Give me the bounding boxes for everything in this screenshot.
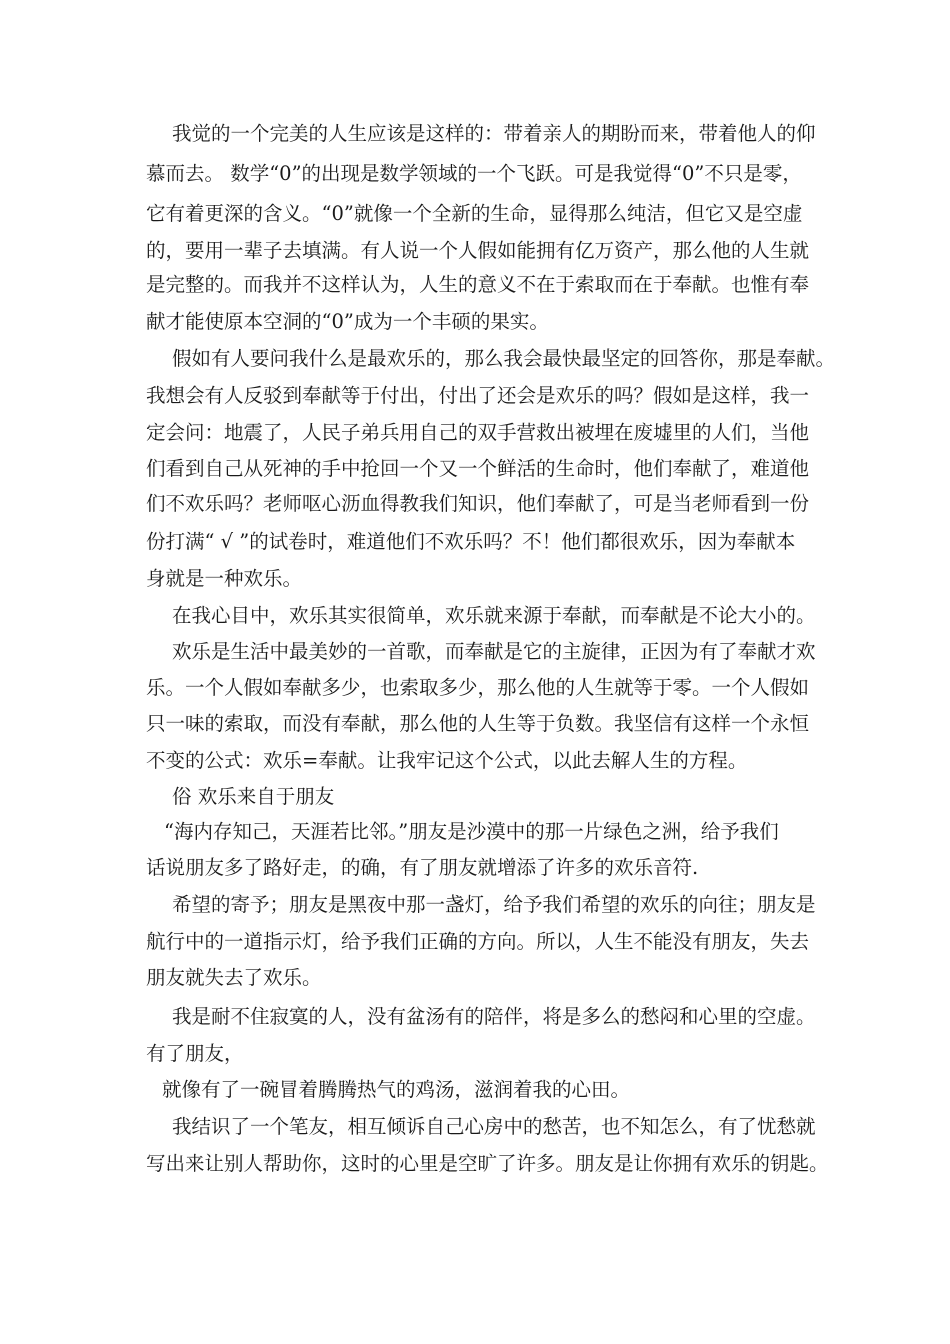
text-line: 的，要用一辈子去填满。有人说一个人假如能拥有亿万资产，那么他的人生就	[146, 239, 810, 262]
text-line: 份打满“ √ ”的试卷时，难道他们不欢乐吗？不！他们都很欢乐，因为奉献本	[146, 530, 796, 553]
text-line: 欢乐是生活中最美妙的一首歌，而奉献是它的主旋律，正因为有了奉献才欢	[172, 640, 816, 663]
text-line: 在我心目中，欢乐其实很简单，欢乐就来源于奉献，而奉献是不论大小的。	[172, 604, 816, 627]
text-line: 身就是一种欢乐。	[146, 567, 303, 590]
text-line: 话说朋友多了路好走，的确，有了朋友就增添了许多的欢乐音符.	[146, 856, 699, 879]
text-line: 们看到自己从死神的手中抢回一个又一个鲜活的生命时，他们奉献了，难道他	[146, 457, 810, 480]
text-line: 我想会有人反驳到奉献等于付出，付出了还会是欢乐的吗？假如是这样，我一	[146, 384, 810, 407]
text-line: 不变的公式：欢乐=奉献。让我牢记这个公式，以此去解人生的方程。	[146, 749, 748, 772]
section-heading: 俗 欢乐来自于朋友	[172, 785, 335, 808]
text-line: “海内存知己，天涯若比邻。”朋友是沙漠中的那一片绿色之洲，给予我们	[164, 820, 779, 843]
text-line: 航行中的一道指示灯，给予我们正确的方向。所以，人生不能没有朋友，失去	[146, 930, 810, 953]
text-line: 乐。一个人假如奉献多少，也索取多少，那么他的人生就等于零。一个人假如	[146, 676, 810, 699]
text-line: 我是耐不住寂寞的人，没有盆汤有的陪伴，将是多么的愁闷和心里的空虚。	[172, 1005, 816, 1028]
text-line: 定会问：地震了，人民子弟兵用自己的双手营救出被埋在废墟里的人们，当他	[146, 421, 810, 444]
text-line: 献才能使原本空洞的“0”成为一个丰硕的果实。	[146, 310, 549, 333]
text-line: 朋友就失去了欢乐。	[146, 966, 322, 989]
text-line: 是完整的。而我并不这样认为，人生的意义不在于索取而在于奉献。也惟有奉	[146, 273, 810, 296]
text-line: 写出来让别人帮助你，这时的心里是空旷了许多。朋友是让你拥有欢乐的钥匙。	[146, 1152, 829, 1175]
text-line: 有了朋友，	[146, 1042, 244, 1065]
text-line: 我觉的一个完美的人生应该是这样的：带着亲人的期盼而来，带着他人的仰	[172, 122, 816, 145]
text-line: 们不欢乐吗？老师呕心沥血得教我们知识，他们奉献了，可是当老师看到一份	[146, 492, 810, 515]
text-line: 我结识了一个笔友，相互倾诉自己心房中的愁苦，也不知怎么，有了忧愁就	[172, 1115, 816, 1138]
text-line: 只一味的索取，而没有奉献，那么他的人生等于负数。我坚信有这样一个永恒	[146, 712, 810, 735]
text-line: 希望的寄予；朋友是黑夜中那一盏灯，给予我们希望的欢乐的向往；朋友是	[172, 893, 816, 916]
text-line: 慕而去。 数学“0”的出现是数学领域的一个飞跃。可是我觉得“0”不只是零，	[146, 162, 802, 185]
text-line: 它有着更深的含义。“0”就像一个全新的生命，显得那么纯洁，但它又是空虚	[146, 202, 803, 225]
text-line: 就像有了一碗冒着腾腾热气的鸡汤，滋润着我的心田。	[162, 1078, 631, 1101]
text-line: 假如有人要问我什么是最欢乐的，那么我会最快最坚定的回答你，那是奉献。	[172, 347, 836, 370]
